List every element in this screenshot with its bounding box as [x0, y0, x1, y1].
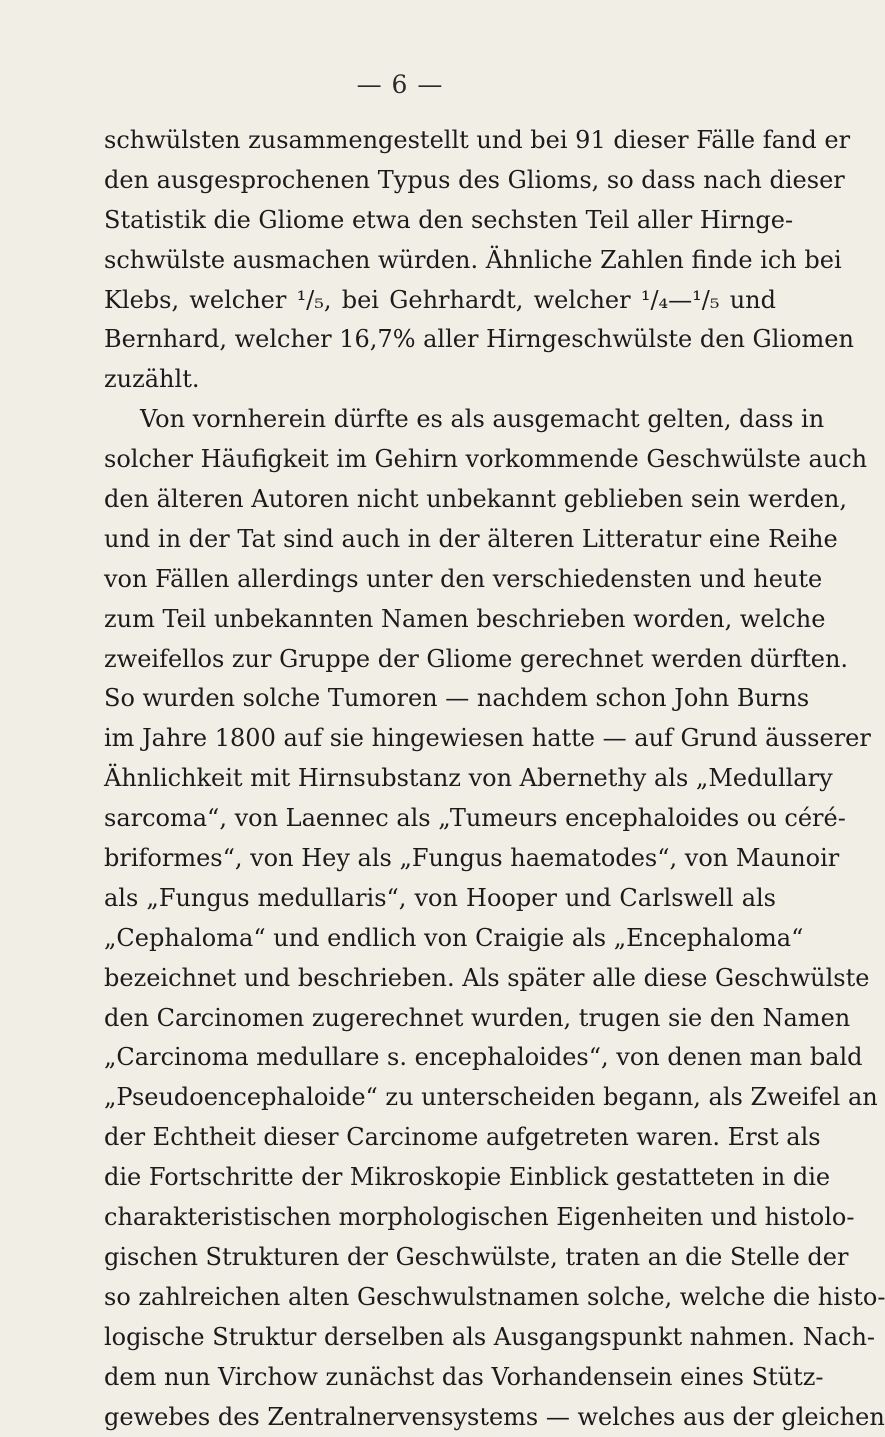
body-text — [104, 121, 776, 1437]
text-line: so zahlreichen alten Geschwulstnamen solche, welche die histo- — [104, 1278, 776, 1318]
text-line: Bernhard, welcher 16,7% aller Hirngeschwülste den Gliomen — [104, 320, 776, 360]
text-line: schwülsten zusammengestellt und bei 91 dieser Fälle fand er — [104, 121, 776, 161]
text-line: gischen Strukturen der Geschwülste, traten an die Stelle der — [104, 1238, 776, 1278]
text-line: als „Fungus medullaris“, von Hooper und Carlswell als — [104, 879, 776, 919]
text-line: den Carcinomen zugerechnet wurden, trugen sie den Namen — [104, 999, 776, 1039]
text-line: solcher Häufigkeit im Gehirn vorkommende Geschwülste auch — [104, 440, 776, 480]
text-line: Statistik die Gliome etwa den sechsten Teil aller Hirnge- — [104, 201, 776, 241]
text-line: „Cephaloma“ und endlich von Craigie als „Encephaloma“ — [104, 919, 776, 959]
text-line: Von vornherein dürfte es als ausgemacht gelten, dass in — [104, 400, 776, 440]
text-line: gewebes des Zentralnervensystems — welches aus der gleichen — [104, 1398, 776, 1437]
text-line: „Pseudoencephaloide“ zu unterscheiden begann, als Zweifel an — [104, 1078, 776, 1118]
text-line: Ähnlichkeit mit Hirnsubstanz von Abernethy als „Medullary — [104, 759, 776, 799]
text-line: bezeichnet und beschrieben. Als später alle diese Geschwülste — [104, 959, 776, 999]
text-line: im Jahre 1800 auf sie hingewiesen hatte — auf Grund äusserer — [104, 719, 776, 759]
text-line: zum Teil unbekannten Namen beschrieben worden, welche — [104, 600, 776, 640]
text-line: den ausgesprochenen Typus des Glioms, so dass nach dieser — [104, 161, 776, 201]
text-line: der Echtheit dieser Carcinome aufgetreten waren. Erst als — [104, 1118, 776, 1158]
text-line: Klebs, welcher ¹/₅, bei Gehrhardt, welcher ¹/₄—¹/₅ und — [104, 281, 776, 321]
text-line: briformes“, von Hey als „Fungus haematodes“, von Maunoir — [104, 839, 776, 879]
text-line: „Carcinoma medullare s. encephaloides“, von denen man bald — [104, 1038, 776, 1078]
text-line: und in der Tat sind auch in der älteren Litteratur eine Reihe — [104, 520, 776, 560]
text-line: von Fällen allerdings unter den verschiedensten und heute — [104, 560, 776, 600]
text-line: den älteren Autoren nicht unbekannt geblieben sein werden, — [104, 480, 776, 520]
text-line: sarcoma“, von Laennec als „Tumeurs encephaloides ou céré- — [104, 799, 776, 839]
text-line: die Fortschritte der Mikroskopie Einblick gestatteten in die — [104, 1158, 776, 1198]
text-line: logische Struktur derselben als Ausgangspunkt nahmen. Nach- — [104, 1318, 776, 1358]
text-line: charakteristischen morphologischen Eigenheiten und histolo- — [104, 1198, 776, 1238]
text-line: schwülste ausmachen würden. Ähnliche Zahlen finde ich bei — [104, 241, 776, 281]
text-line: dem nun Virchow zunächst das Vorhandensein eines Stütz- — [104, 1358, 776, 1398]
page-number: — 6 — — [0, 70, 800, 99]
text-line: zweifellos zur Gruppe der Gliome gerechnet werden dürften. — [104, 640, 776, 680]
text-line: So wurden solche Tumoren — nachdem schon John Burns — [104, 679, 776, 719]
text-line: zuzählt. — [104, 360, 776, 400]
